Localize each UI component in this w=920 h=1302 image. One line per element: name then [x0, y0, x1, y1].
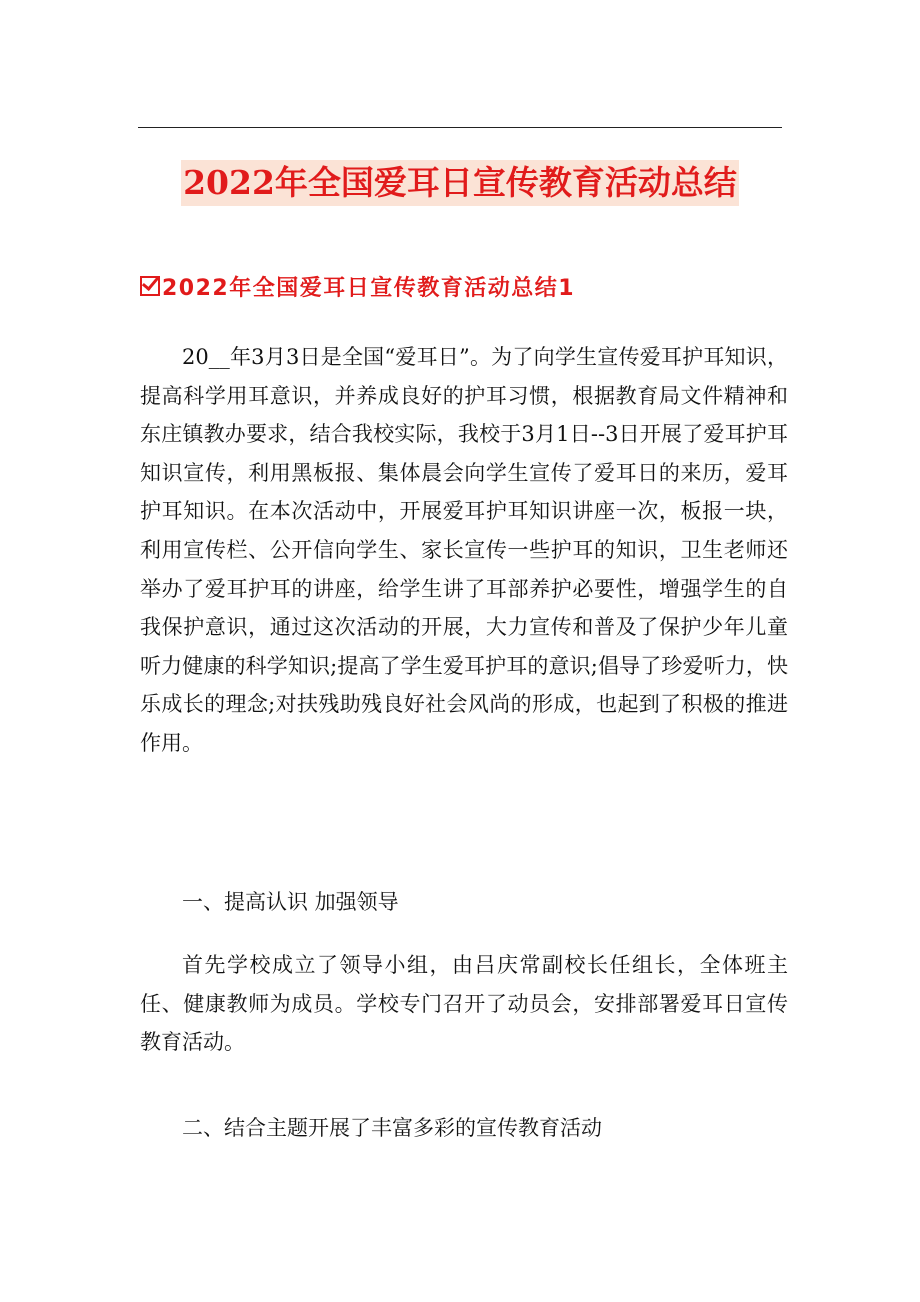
- body-paragraph-1: 20__年3月3日是全国“爱耳日”。为了向学生宣传爱耳护耳知识，提高科学用耳意识，并养成良好的护耳习惯，根据教育局文件精神和东庄镇教办要求，结合我校实际，我校于3月1日--3日开展了爱耳护耳知识宣传，利用黑板报、集体晨会向学生宣传了爱耳日的来历，爱耳护耳知识。在本次活动中，开展爱耳护耳知识讲座一次，板报一块，利用宣传栏、公开信向学生、家长宣传一些护耳的知识，卫生老师还举办了爱耳护耳的讲座，给学生讲了耳部养护必要性，增强学生的自我保护意识，通过这次活动的开展，大力宣传和普及了保护少年儿童听力健康的科学知识;提高了学生爱耳护耳的意识;倡导了珍爱听力，快乐成长的理念;对扶残助残良好社会风尚的形成，也起到了积极的推进作用。: [140, 345, 788, 755]
- section-heading: [140, 272, 575, 306]
- subheading-2: 二、结合主题开展了丰富多彩的宣传教育活动: [182, 1116, 602, 1140]
- subheading-1: 一、提高认识 加强领导: [182, 890, 399, 914]
- section-heading-text: 2022年全国爱耳日宣传教育活动总结1: [162, 276, 576, 301]
- header-rule: [138, 127, 782, 128]
- document-title-text: 2022年全国爱耳日宣传教育活动总结: [181, 160, 739, 206]
- checkbox-icon: [140, 276, 160, 296]
- body-paragraph-2: 首先学校成立了领导小组，由吕庆常副校长任组长，全体班主任、健康教师为成员。学校专门召开了动员会，安排部署爱耳日宣传教育活动。: [140, 953, 788, 1055]
- document-title: [0, 160, 920, 206]
